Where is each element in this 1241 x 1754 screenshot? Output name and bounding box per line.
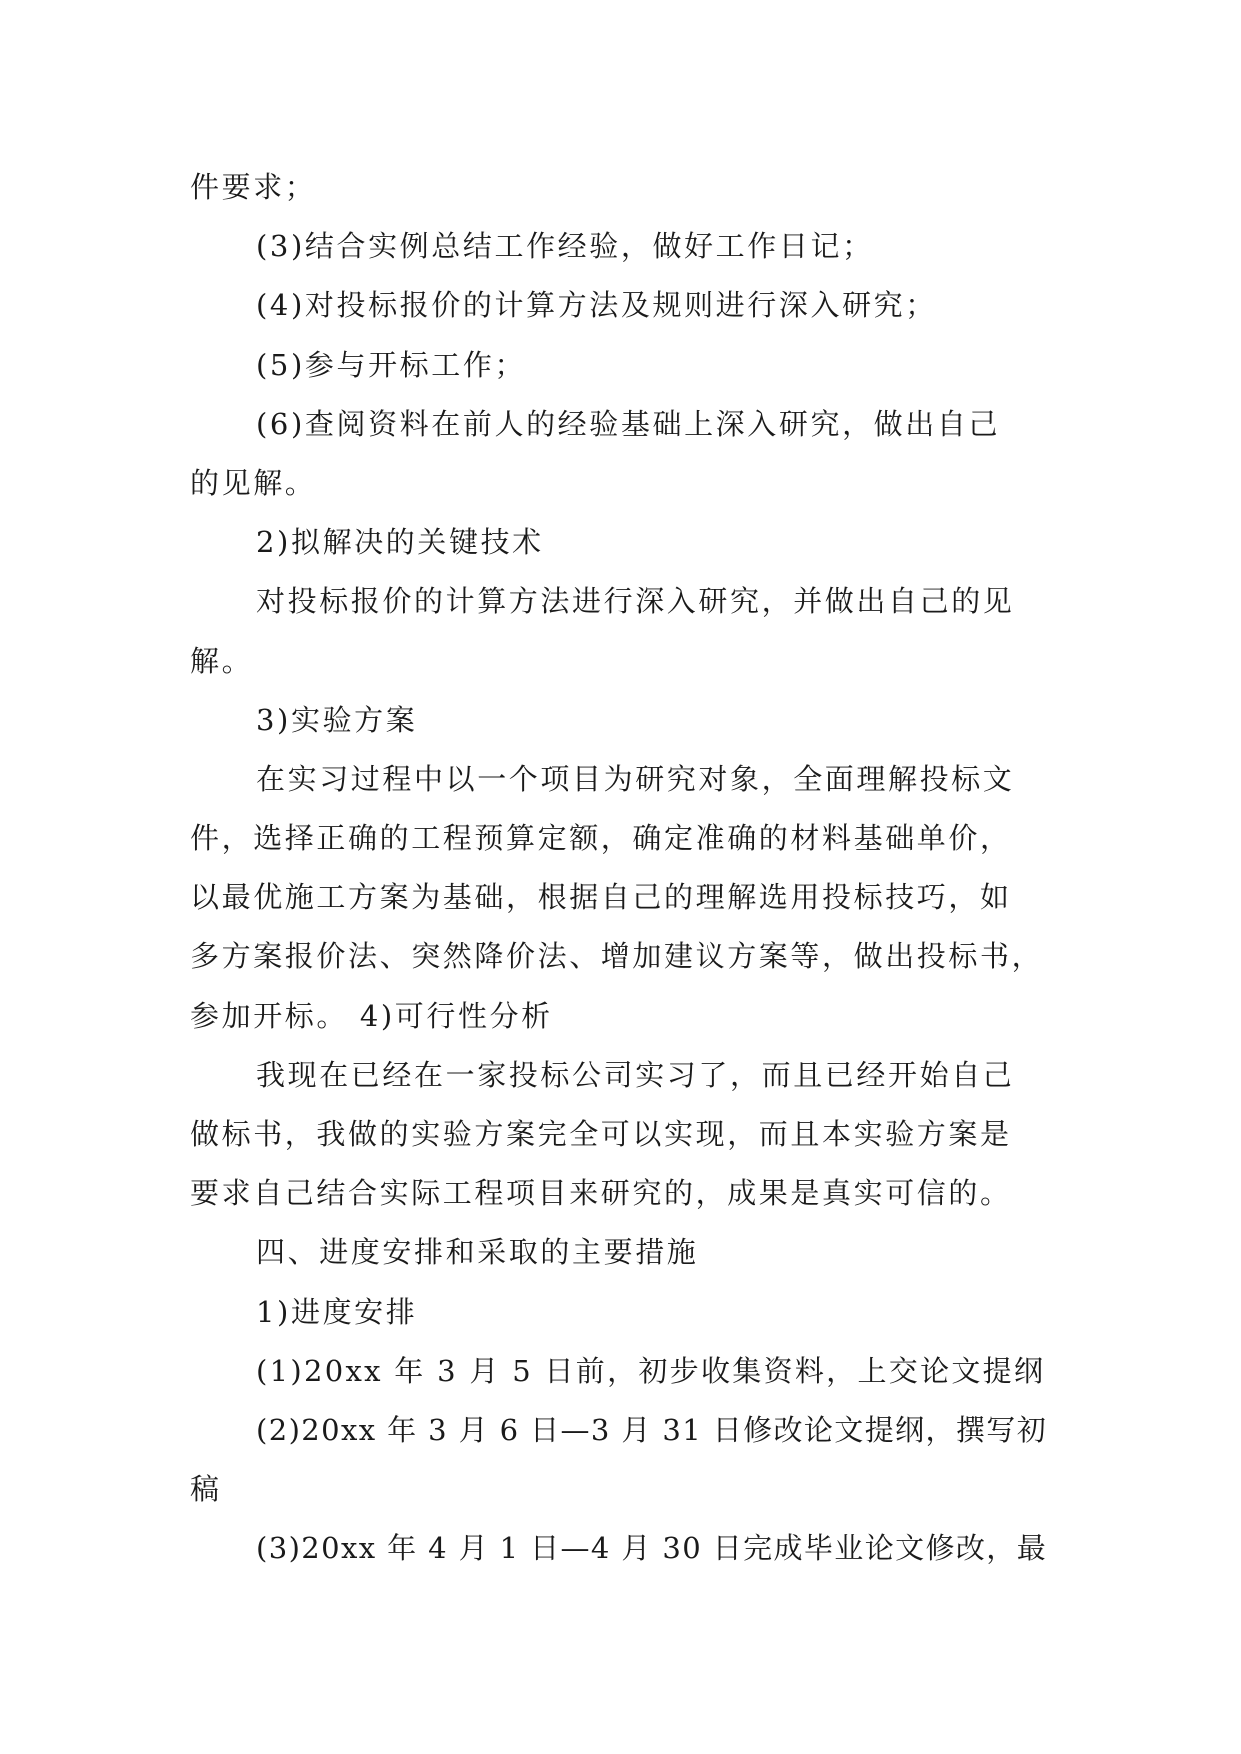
body-line: 对投标报价的计算方法进行深入研究，并做出自己的见: [256, 584, 1015, 619]
section-heading: 3)实验方案: [256, 702, 418, 737]
schedule-item: (1)20xx 年 3 月 5 日前，初步收集资料，上交论文提纲: [256, 1353, 1046, 1388]
document-body: [190, 158, 1050, 1579]
body-line: 以最优施工方案为基础，根据自己的理解选用投标技巧，如: [190, 880, 1012, 915]
body-line: 在实习过程中以一个项目为研究对象，全面理解投标文: [256, 761, 1015, 796]
section-heading: 1)进度安排: [256, 1294, 418, 1329]
schedule-item: (3)20xx 年 4 月 1 日—4 月 30 日完成毕业论文修改，最: [256, 1531, 1048, 1566]
schedule-item: 稿: [190, 1472, 222, 1507]
body-line: 要求自己结合实际工程项目来研究的，成果是真实可信的。: [190, 1176, 1012, 1211]
schedule-item: (2)20xx 年 3 月 6 日—3 月 31 日修改论文提纲，撰写初: [256, 1412, 1048, 1447]
body-line: 的见解。: [190, 465, 317, 500]
body-line: (4)对投标报价的计算方法及规则进行深入研究；: [256, 288, 937, 323]
body-line: 做标书，我做的实验方案完全可以实现，而且本实验方案是: [190, 1117, 1012, 1151]
body-line: 解。: [190, 643, 254, 678]
body-line: (5)参与开标工作；: [256, 347, 527, 382]
section-heading: 2)拟解决的关键技术: [256, 525, 544, 560]
body-line: (3)结合实例总结工作经验，做好工作日记；: [256, 229, 874, 264]
section-heading: 四、进度安排和采取的主要措施: [256, 1235, 699, 1270]
body-line: 我现在已经在一家投标公司实习了，而且已经开始自己: [256, 1057, 1015, 1092]
body-line: 件，选择正确的工程预算定额，确定准确的材料基础单价，: [190, 821, 1012, 856]
body-line: 参加开标。 4)可行性分析: [190, 998, 553, 1033]
body-line: 多方案报价法、突然降价法、增加建议方案等，做出投标书，: [190, 939, 1044, 974]
body-line: (6)查阅资料在前人的经验基础上深入研究，做出自己: [256, 406, 1001, 441]
body-line: 件要求；: [190, 170, 317, 204]
